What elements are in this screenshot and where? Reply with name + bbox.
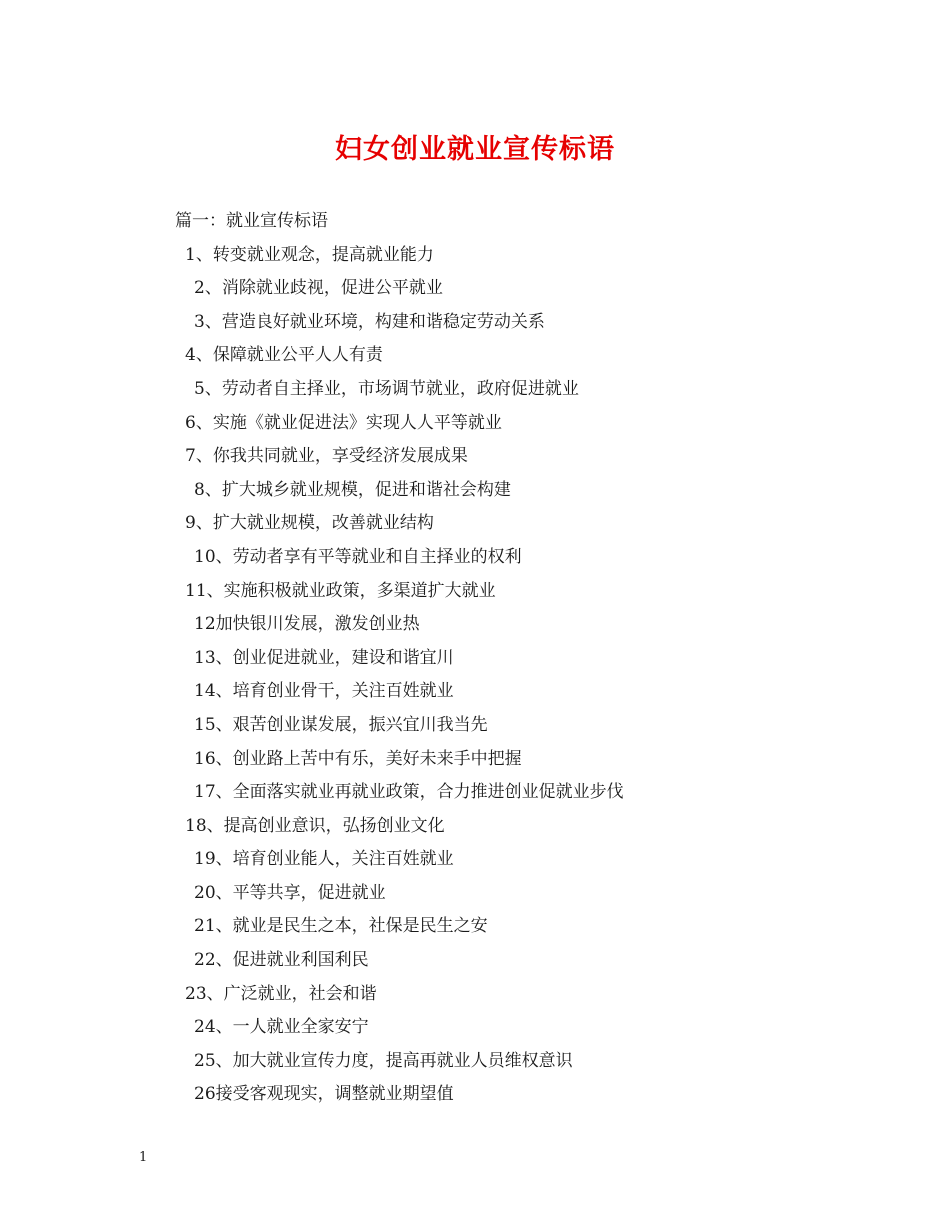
list-item: 16、创业路上苦中有乐，美好未来手中把握	[194, 748, 522, 769]
list-item: 22、促进就业利国利民	[194, 950, 369, 971]
page-title: 妇女创业就业宣传标语	[335, 134, 615, 165]
list-item: 7、你我共同就业，享受经济发展成果	[185, 446, 468, 467]
list-item: 10、劳动者享有平等就业和自主择业的权利	[194, 546, 522, 567]
list-item: 24、一人就业全家安宁	[194, 1017, 369, 1038]
list-item: 4、保障就业公平人人有责	[185, 345, 383, 366]
list-item: 14、培育创业骨干，关注百姓就业	[194, 681, 454, 702]
list-item: 2、消除就业歧视，促进公平就业	[194, 278, 443, 299]
list-item: 6、实施《就业促进法》实现人人平等就业	[185, 412, 502, 433]
list-item: 15、艰苦创业谋发展，振兴宜川我当先	[194, 714, 488, 735]
section-heading: 篇一：就业宣传标语	[175, 211, 328, 231]
list-item: 11、实施积极就业政策，多渠道扩大就业	[185, 580, 496, 601]
slogan-list	[0, 205, 950, 1112]
list-item: 9、扩大就业规模，改善就业结构	[185, 513, 434, 534]
list-item: 20、平等共享，促进就业	[194, 882, 386, 903]
list-item: 26接受客观现实，调整就业期望值	[194, 1084, 454, 1105]
list-item: 21、就业是民生之本，社保是民生之安	[194, 916, 488, 937]
list-item: 8、扩大城乡就业规模，促进和谐社会构建	[194, 479, 511, 500]
page-number: 1	[139, 1150, 148, 1165]
list-item: 17、全面落实就业再就业政策，合力推进创业促就业步伐	[194, 782, 624, 803]
list-item: 19、培育创业能人，关注百姓就业	[194, 849, 454, 870]
list-item: 25、加大就业宣传力度，提高再就业人员维权意识	[194, 1050, 573, 1071]
list-item: 13、创业促进就业，建设和谐宜川	[194, 647, 454, 668]
list-item: 12加快银川发展，激发创业热	[194, 614, 420, 635]
list-item: 18、提高创业意识，弘扬创业文化	[185, 815, 445, 836]
list-item: 23、广泛就业，社会和谐	[185, 983, 377, 1004]
list-item: 3、营造良好就业环境，构建和谐稳定劳动关系	[194, 311, 545, 332]
list-item: 1、转变就业观念，提高就业能力	[185, 244, 434, 265]
list-item: 5、劳动者自主择业，市场调节就业，政府促进就业	[194, 378, 579, 399]
